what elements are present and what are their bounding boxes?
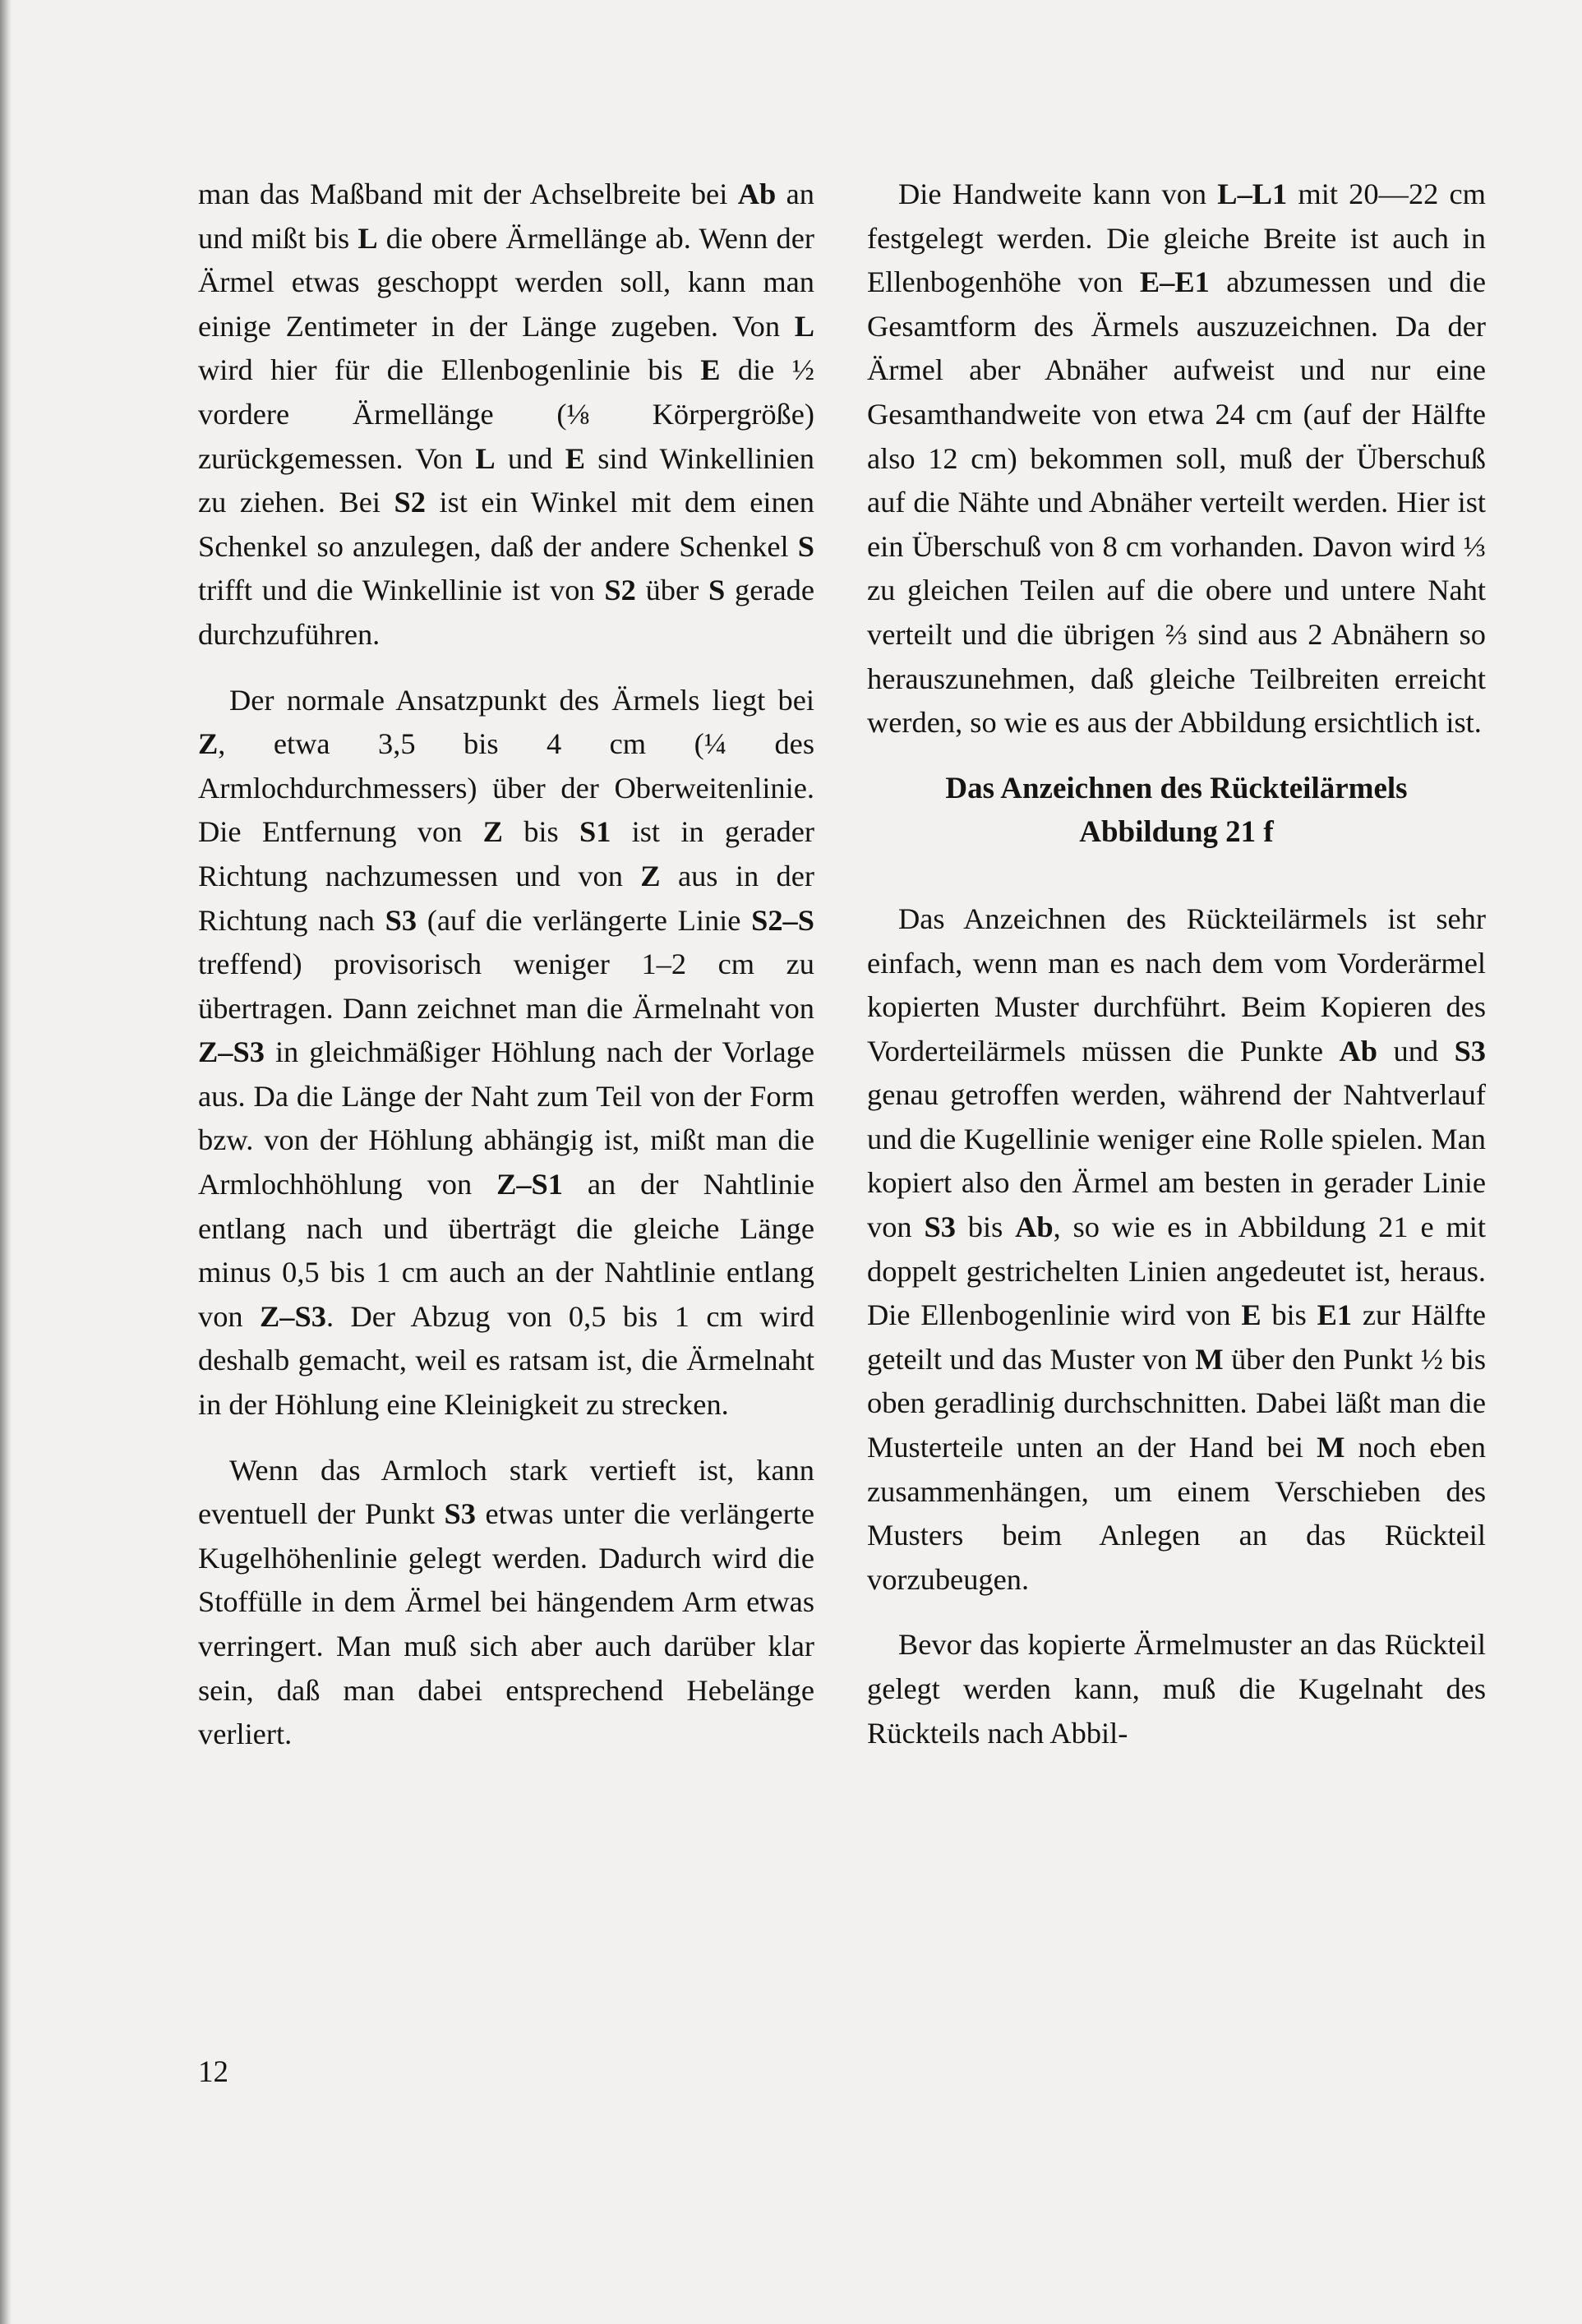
bold-term: S2–S (751, 903, 814, 937)
bold-term: L–L1 (1217, 178, 1288, 210)
text-run: noch eben zusammenhängen, um einem Verschieben des Musters beim Anlegen an das Rückteil vorzubeugen. (867, 1431, 1486, 1596)
section-heading-figure-ref: Abbildung 21 f (1079, 815, 1274, 850)
bold-term: E (1241, 1298, 1261, 1332)
paragraph (198, 173, 814, 657)
section-heading-title: Das Anzeichnen des Rückteilärmels (945, 771, 1408, 805)
text-run: ist ein Winkel mit dem einen Schenkel so anzulegen, daß der andere Schenkel (198, 486, 814, 563)
bold-term: S3 (444, 1497, 476, 1531)
bold-term: Z (640, 859, 661, 892)
bold-term: S3 (385, 903, 417, 937)
page-number: 12 (198, 2055, 228, 2089)
text-run: (auf die verlängerte Linie (417, 903, 752, 937)
text-run: bis (1261, 1298, 1317, 1332)
text-run: abzumessen und die Gesamtform des Ärmels auszuzeichnen. Da der Ärmel aber Abnäher aufweist und nur eine Gesamthandweite von etwa 24 cm (auf der Hälfte also 12 cm) bekommen soll, muß der Überschuß auf die Nähte und Abnäher verteilt werden. Hier ist ein Überschuß von 8 cm vorhanden. Davon wird ⅓ zu gleichen Teilen auf die obere und untere Naht verteilt und die übrigen ⅔ sind aus 2 Abnähern so herauszunehmen, daß gleiche Teilbreiten erreicht werden, so wie es aus der Abbildung ersichtlich ist. (867, 265, 1486, 740)
text-run: genau getroffen werden, während der Nahtverlauf und die Kugellinie weniger eine Rolle spielen. Man kopiert also den Ärmel am besten in gerader Linie von (867, 1078, 1486, 1244)
text-run: und (1377, 1034, 1455, 1067)
bold-term: Z–S1 (496, 1168, 563, 1201)
bold-term: L (794, 309, 814, 343)
paragraph (198, 1449, 814, 1757)
text-run: ist in gerader Richtung nachzumessen und von (198, 815, 814, 892)
text-run: etwas unter die verlängerte Kugelhöhenlinie gelegt werden. Dadurch wird die Stoffülle in dem Ärmel bei hängendem Arm etwas verringert. Man muß sich aber auch darüber klar sein, daß man dabei entsprechend Hebelänge verliert. (198, 1497, 814, 1751)
bold-term: S2 (394, 486, 426, 519)
bold-term: Ab (737, 178, 777, 210)
text-run: bis (502, 815, 579, 849)
text-run: . Der Abzug von 0,5 bis 1 cm wird deshalb gemacht, weil es ratsam ist, die Ärmelnaht in der Höhlung eine Kleinigkeit zu strecken. (198, 1299, 814, 1422)
paragraph (867, 1623, 1486, 1755)
bold-term: Z–S3 (198, 1035, 265, 1069)
bold-term: Ab (1339, 1034, 1378, 1067)
section-heading (867, 767, 1486, 855)
bold-term: S2 (604, 574, 636, 607)
text-run: zur Hälfte geteilt und das Muster von (867, 1298, 1486, 1376)
text-run: wird hier für die Ellenbogenlinie bis (198, 353, 701, 387)
text-run: die ½ vordere Ärmellänge (⅛ Körpergröße) zurückgemessen. Von (198, 353, 814, 475)
text-run: über (635, 574, 709, 607)
text-run: mit 20—22 cm festgelegt werden. Die gleiche Breite ist auch in Ellenbogenhöhe von (867, 178, 1486, 299)
paragraph (867, 897, 1486, 1602)
text-run: gerade durchzuführen. (198, 574, 815, 651)
text-run: aus in der Richtung nach (198, 859, 814, 937)
text-run: trifft und die Winkellinie ist von (198, 574, 605, 607)
text-run: an und mißt bis (198, 178, 814, 255)
bold-term: M (1317, 1431, 1345, 1464)
text-run: Bevor das kopierte Ärmelmuster an das Rückteil gelegt werden kann, muß die Kugelnaht des Rückteils nach Abbil- (867, 1628, 1486, 1750)
bold-term: E–E1 (1139, 265, 1210, 299)
right-text-column (867, 173, 1486, 1777)
bold-term: S (708, 574, 726, 607)
text-run: über den Punkt ½ bis oben geradlinig durchschnitten. Dabei läßt man die Musterteile unten an der Hand bei (867, 1342, 1486, 1464)
bold-term: L (475, 441, 496, 475)
text-run: , etwa 3,5 bis 4 cm (¼ des Armlochdurchmessers) über der Oberweitenlinie. Die Entfernung von (198, 727, 814, 849)
text-run: und (495, 441, 565, 475)
text-run: treffend) provisorisch weniger 1–2 cm zu übertragen. Dann zeichnet man die Ärmelnaht von (198, 948, 814, 1025)
text-run: die obere Ärmellänge ab. Wenn der Ärmel etwas geschoppt werden soll, kann man einige Zentimeter in der Länge zugeben. Von (198, 221, 815, 343)
bold-term: Z (482, 815, 503, 849)
bold-term: E (565, 441, 585, 475)
text-run: an der Nahtlinie entlang nach und überträgt die gleiche Länge minus 0,5 bis 1 cm auch an der Nahtlinie entlang von (198, 1168, 814, 1333)
text-run: bis (955, 1210, 1016, 1244)
right-column-top-text (867, 173, 1486, 745)
bold-term: Z–S3 (260, 1299, 326, 1333)
left-text-column (198, 173, 814, 1778)
text-run: , so wie es in Abbildung 21 e mit doppelt gestrichelten Linien angedeutet ist, heraus. Die Ellenbogenlinie wird von (867, 1210, 1486, 1332)
text-run: man das Maßband mit der Achselbreite bei (198, 178, 738, 210)
bold-term: M (1195, 1342, 1224, 1376)
text-run: sind Winkellinien zu ziehen. Bei (198, 441, 814, 519)
bold-term: E (700, 353, 721, 387)
page-edge-shadow (0, 0, 12, 2324)
text-run: Der normale Ansatzpunkt des Ärmels liegt bei (229, 683, 814, 717)
bold-term: S3 (924, 1210, 956, 1244)
bold-term: Z (198, 727, 219, 761)
text-run: Die Handweite kann von (898, 178, 1218, 210)
text-run: Das Anzeichnen des Rückteilärmels ist sehr einfach, wenn man es nach dem vom Vorderärmel kopierten Muster durchführt. Beim Kopieren des Vorderteilärmels müssen die Punkte (867, 901, 1486, 1067)
text-run: in gleichmäßiger Höhlung nach der Vorlage aus. Da die Länge der Naht zum Teil von der Form bzw. von der Höhlung abhängig ist, mißt man die Armlochhöhlung von (198, 1035, 814, 1201)
bold-term: S1 (579, 815, 611, 849)
text-run: Wenn das Armloch stark vertieft ist, kann eventuell der Punkt (198, 1453, 814, 1531)
bold-term: E1 (1317, 1298, 1353, 1332)
right-column-bottom-text (867, 897, 1486, 1755)
bold-term: S3 (1454, 1034, 1486, 1067)
paragraph (198, 679, 814, 1427)
bold-term: Ab (1015, 1210, 1054, 1244)
bold-term: L (357, 221, 378, 255)
paragraph (867, 173, 1486, 745)
bold-term: S (797, 529, 814, 563)
